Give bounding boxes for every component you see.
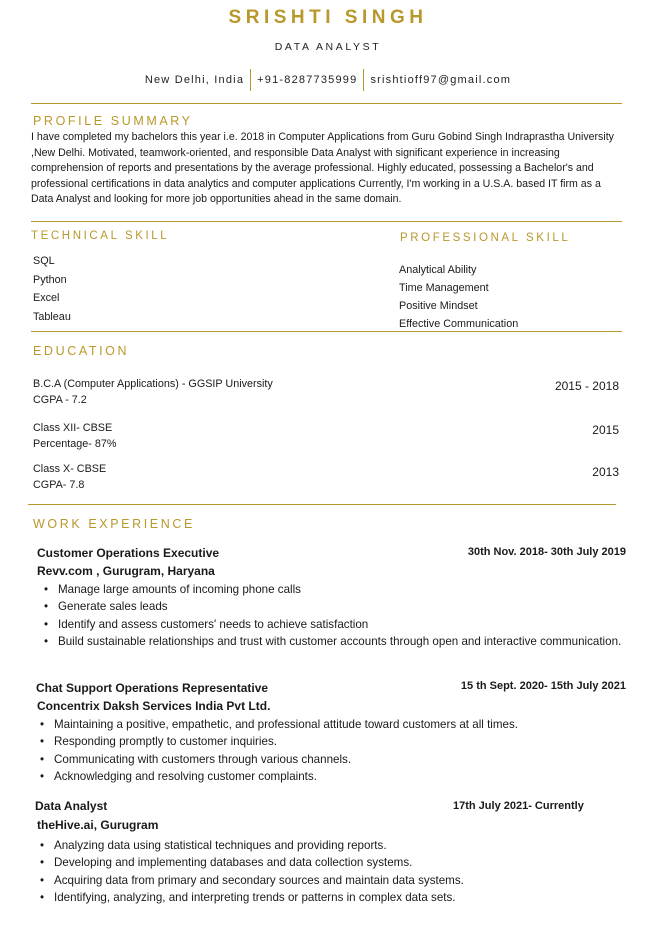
- duty-item: • Maintaining a positive, empathetic, and professional attitude toward customers at all times.: [32, 716, 626, 733]
- technical-skill-item: SQL: [33, 255, 55, 267]
- job-dates: 15 th Sept. 2020- 15th July 2021: [460, 680, 626, 692]
- contact-divider: [363, 69, 364, 91]
- job-title: Chat Support Operations Representative: [36, 681, 269, 695]
- professional-skill-item: Time Management: [399, 282, 489, 294]
- email-text: srishtioff97@gmail.com: [370, 74, 512, 86]
- summary-text: I have completed my bachelors this year i.e. 2018 in Computer Applications from Guru Gobind Singh Indraprastha University ,New Delhi. Motivated, teamwork-oriented, and responsible Data Analyst with significant experience in increasing comprehension of reports and presentations by the average professional. Highly educated, possessing a Bachelor's and professional certifications in data analytics and computer applications Currently, I'm working in a U.S.A. based IT firm as a Data Analyst and looking for more job opportunities ahead in the same domain.: [31, 131, 614, 205]
- work-experience-heading: WORK EXPERIENCE: [33, 517, 195, 531]
- job-dates: 17th July 2021- Currently: [453, 800, 584, 812]
- professional-skill-heading: PROFESSIONAL SKILL: [400, 232, 571, 244]
- professional-skill-item: Positive Mindset: [399, 300, 478, 312]
- education-score: CGPA - 7.2: [33, 394, 87, 406]
- education-year: 2015 - 2018: [554, 379, 619, 393]
- duties-list: [32, 837, 626, 907]
- divider: [31, 221, 622, 222]
- contact-bar: [0, 68, 656, 92]
- phone-text: +91-8287735999: [257, 74, 358, 86]
- duty-item: • Manage large amounts of incoming phone calls: [36, 581, 626, 598]
- education-entry: [33, 376, 273, 408]
- education-entry: [33, 461, 106, 493]
- technical-skill-heading: TECHNICAL SKILL: [31, 230, 170, 242]
- duty-item: • Analyzing data using statistical techniques and providing reports.: [32, 837, 626, 854]
- divider: [31, 103, 622, 104]
- professional-skill-item: Effective Communication: [399, 318, 519, 330]
- company-name: Revv.com , Gurugram, Haryana: [37, 564, 215, 578]
- duties-list: [36, 581, 626, 651]
- job-title: Data Analyst: [35, 799, 108, 813]
- education-degree: B.C.A (Computer Applications) - GGSIP University: [33, 378, 273, 390]
- duty-item: • Communicating with customers through various channels.: [32, 751, 626, 768]
- company-name: theHive.ai, Gurugram: [37, 818, 159, 832]
- candidate-name: SRISHTI SINGH: [228, 7, 428, 28]
- divider: [31, 331, 622, 332]
- education-heading: EDUCATION: [33, 344, 130, 358]
- job-role: DATA ANALYST: [274, 41, 382, 53]
- education-score: Percentage- 87%: [33, 438, 117, 450]
- duty-item: • Generate sales leads: [36, 598, 626, 615]
- duties-list: [32, 716, 626, 786]
- duty-item: • Developing and implementing databases and data collection systems.: [32, 854, 626, 871]
- job-dates: 30th Nov. 2018- 30th July 2019: [467, 546, 626, 558]
- technical-skill-item: Python: [33, 274, 67, 286]
- company-name: Concentrix Daksh Services India Pvt Ltd.: [37, 699, 271, 713]
- education-entry: [33, 420, 116, 452]
- professional-skill-item: Analytical Ability: [399, 264, 477, 276]
- technical-skill-item: Tableau: [33, 311, 71, 323]
- contact-divider: [250, 69, 251, 91]
- location-text: New Delhi, India: [144, 74, 245, 86]
- education-score: CGPA- 7.8: [33, 479, 85, 491]
- education-year: 2015: [592, 423, 619, 437]
- duty-item: • Identify and assess customers' needs to achieve satisfaction: [36, 616, 626, 633]
- duty-item: • Build sustainable relationships and trust with customer accounts through open and interactive communication.: [36, 633, 626, 650]
- duty-item: • Responding promptly to customer inquiries.: [32, 733, 626, 750]
- summary-heading: PROFILE SUMMARY: [33, 114, 193, 128]
- job-title: Customer Operations Executive: [37, 546, 220, 560]
- education-degree: Class X- CBSE: [33, 463, 107, 475]
- technical-skill-item: Excel: [33, 292, 60, 304]
- divider: [28, 504, 616, 505]
- education-degree: Class XII- CBSE: [33, 422, 113, 434]
- education-year: 2013: [592, 465, 619, 479]
- duty-item: • Identifying, analyzing, and interpreting trends or patterns in complex data sets.: [32, 889, 626, 906]
- duty-item: • Acquiring data from primary and secondary sources and maintain data systems.: [32, 872, 626, 889]
- duty-item: • Acknowledging and resolving customer complaints.: [32, 768, 626, 785]
